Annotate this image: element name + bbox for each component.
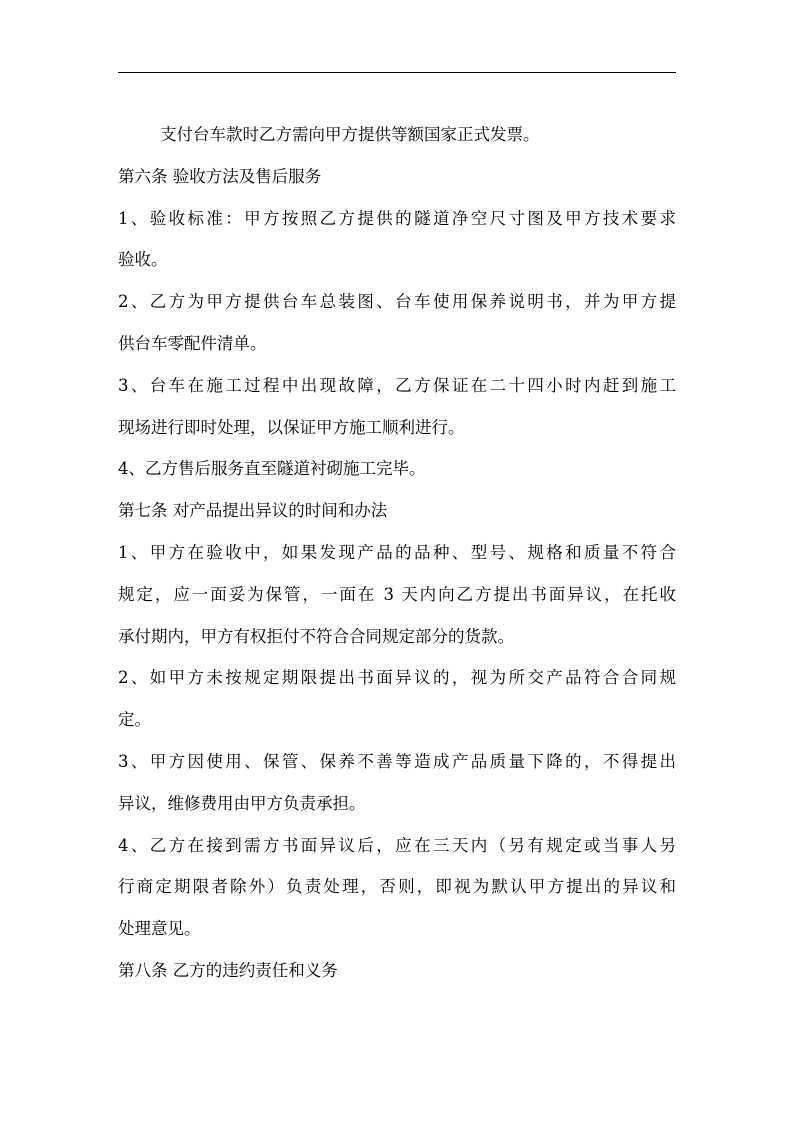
header-rule bbox=[118, 72, 676, 73]
paragraph-line: 验收。 bbox=[118, 250, 168, 270]
paragraph-line: 供台车零配件清单。 bbox=[118, 333, 267, 353]
paragraph-line: 1、甲方在验收中，如果发现产品的品种、型号、规格和质量不符合 bbox=[118, 542, 676, 562]
paragraph-line: 3、甲方因使用、保管、保养不善等造成产品质量下降的，不得提出 bbox=[118, 751, 676, 771]
paragraph-line: 定。 bbox=[118, 710, 151, 730]
paragraph-line: 4、乙方售后服务直至隧道衬砌施工完毕。 bbox=[118, 459, 426, 479]
paragraph-line: 承付期内，甲方有权拒付不符合合同规定部分的货款。 bbox=[118, 626, 514, 646]
paragraph-line: 处理意见。 bbox=[118, 919, 201, 939]
paragraph-line: 2、乙方为甲方提供台车总装图、台车使用保养说明书，并为甲方提 bbox=[118, 292, 676, 312]
section-heading-article-7: 第七条 对产品提出异议的时间和办法 bbox=[118, 501, 388, 521]
paragraph-line-invoice: 支付台车款时乙方需向甲方提供等额国家正式发票。 bbox=[160, 125, 540, 144]
paragraph-line: 3、台车在施工过程中出现故障，乙方保证在二十四小时内赶到施工 bbox=[118, 375, 676, 395]
paragraph-line: 1、验收标准：甲方按照乙方提供的隧道净空尺寸图及甲方技术要求 bbox=[118, 208, 676, 228]
section-heading-article-6: 第六条 验收方法及售后服务 bbox=[118, 166, 322, 186]
document-body bbox=[118, 114, 676, 992]
paragraph-line: 异议，维修费用由甲方负责承担。 bbox=[118, 793, 366, 813]
paragraph-line: 4、乙方在接到需方书面异议后，应在三天内（另有规定或当事人另 bbox=[118, 835, 676, 855]
section-heading-article-8: 第八条 乙方的违约责任和义务 bbox=[118, 960, 338, 980]
paragraph-line: 现场进行即时处理，以保证甲方施工顺利进行。 bbox=[118, 417, 465, 437]
paragraph-line: 行商定期限者除外）负责处理，否则，即视为默认甲方提出的异议和 bbox=[118, 877, 676, 897]
paragraph-line: 规定，应一面妥为保管，一面在 3 天内向乙方提出书面异议，在托收 bbox=[118, 584, 676, 604]
paragraph-line: 2、如甲方未按规定期限提出书面异议的，视为所交产品符合合同规 bbox=[118, 668, 676, 688]
